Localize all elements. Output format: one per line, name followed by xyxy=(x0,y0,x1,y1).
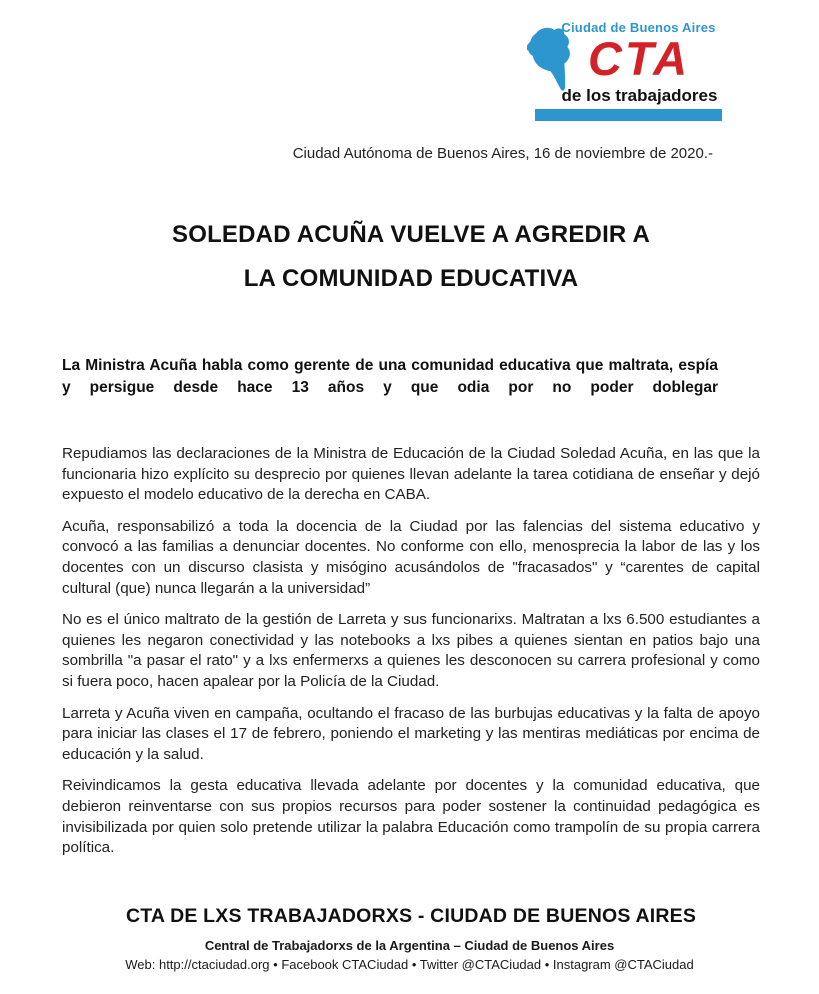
cta-logo xyxy=(535,20,722,121)
footer-contact-line: Web: http://ctaciudad.org • Facebook CTACiudad • Twitter @CTACiudad • Instagram @CTACiudad xyxy=(125,957,694,972)
logo-city-label: Ciudad de Buenos Aires xyxy=(561,20,716,35)
document-body xyxy=(62,444,760,859)
logo-underline-bar xyxy=(535,109,722,121)
logo-acronym-graphic xyxy=(555,30,717,86)
lead-paragraph: La Ministra Acuña habla como gerente de una comunidad educativa que maltrata, espía y persigue desde hace 13 años y que odia por no poder doblegar xyxy=(62,357,718,396)
logo-subtitle: de los trabajadores xyxy=(561,86,718,105)
footer-org-line: Central de Trabajadorxs de la Argentina – Ciudad de Buenos Aires xyxy=(204,938,615,953)
document-title-line-1: SOLEDAD ACUÑA VUELVE A AGREDIR A xyxy=(172,221,650,248)
logo-acronym: CTA xyxy=(587,32,691,85)
body-paragraph: Repudiamos las declaraciones de la Ministra de Educación de la Ciudad Soledad Acuña, en las que la funcionaria hizo explícito su desprecio por quienes llevan adelante la tarea cotidiana de enseñar y dejó expuesto el modelo educativo de la derecha en CABA. xyxy=(62,445,760,504)
document-title-line-2: LA COMUNIDAD EDUCATIVA xyxy=(243,265,579,292)
closing-statement: CTA DE LXS TRABAJADORXS - CIUDAD DE BUENOS AIRES xyxy=(125,904,697,927)
body-paragraph: Larreta y Acuña viven en campaña, ocultando el fracaso de las burbujas educativas y la falta de apoyo para iniciar las clases el 17 de febrero, poniendo el marketing y las mentiras mediáticas por encima de educación y la salud. xyxy=(62,704,760,763)
dateline: Ciudad Autónoma de Buenos Aires, 16 de noviembre de 2020.- xyxy=(292,145,713,162)
body-paragraph: Reivindicamos la gesta educativa llevada adelante por docentes y la comunidad educativa, que debieron reinventarse con sus propios recursos para poder sostener la continuidad pedagógica es invisibilizada por quien solo pretende utilizar la palabra Educación como trampolín de su propia carrera política. xyxy=(62,777,760,857)
body-paragraph: Acuña, responsabilizó a toda la docencia de la Ciudad por las falencias del sistema educativo y convocó a las familias a denunciar docentes. No conforme con ello, menosprecia la labor de las y los docentes con un discurso clasista y misógino acusándolos de "fracasados" y “carentes de capital cultural (que) nunca llegarán a la universidad” xyxy=(62,517,760,597)
logo-mark xyxy=(535,32,722,85)
body-paragraph: No es el único maltrato de la gestión de Larreta y sus funcionarixs. Maltratan a lxs 6.500 estudiantes a quienes les negaron conectividad y las notebooks a lxs pibes a quienes sientan en patios bajo una sombrilla "a pasar el rato" y a lxs enfermerxs a quienes les desconocen su carrera profesional y como si fuera poco, hacen apalear por la Policía de la Ciudad. xyxy=(62,611,760,690)
document-title xyxy=(62,213,760,301)
footer xyxy=(0,938,819,972)
